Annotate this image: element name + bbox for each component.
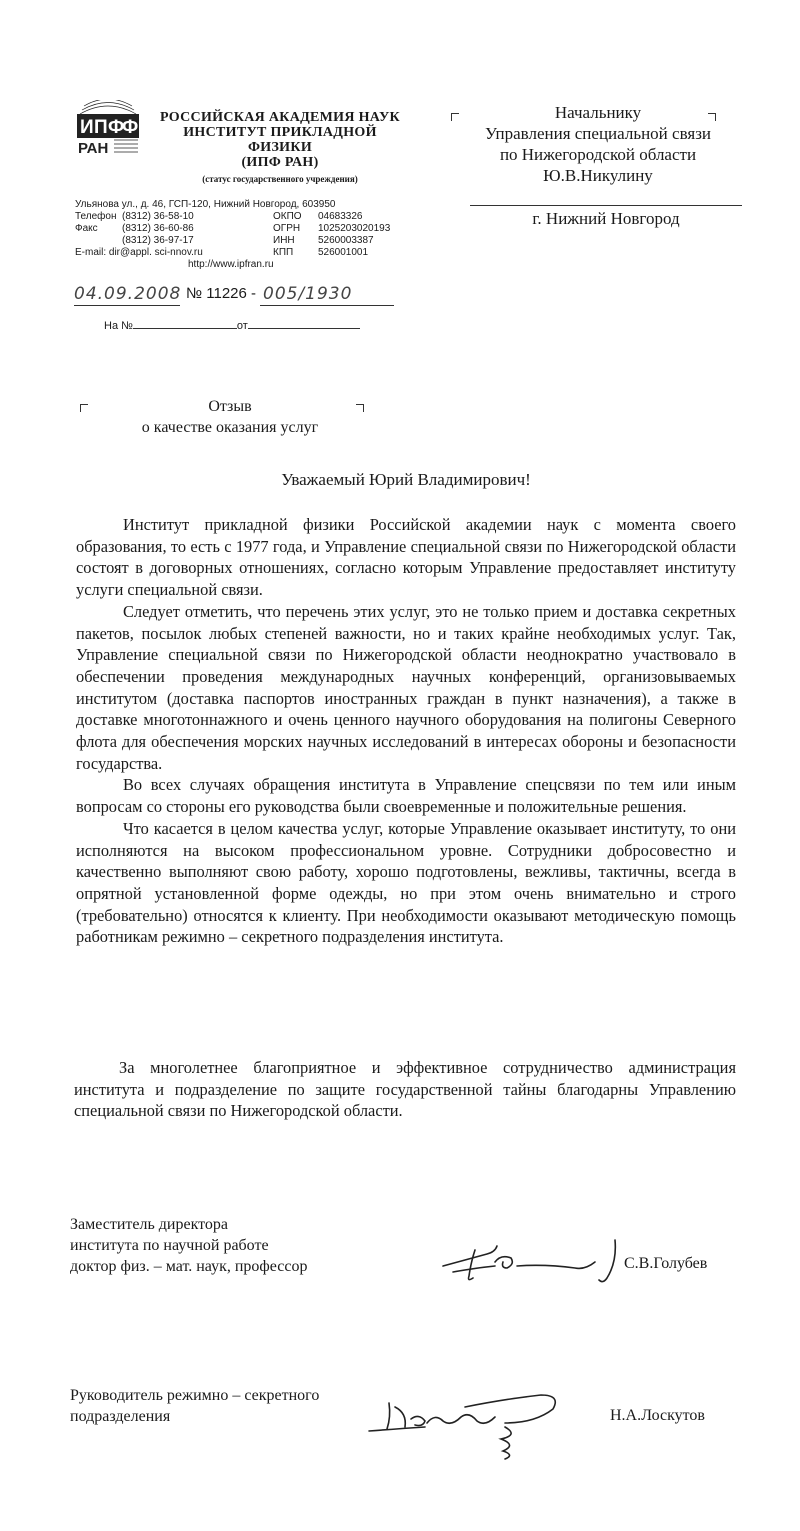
- inn-value: 5260003387: [318, 235, 374, 246]
- signatory1-title-line1: Заместитель директора: [70, 1216, 229, 1233]
- ogrn-label: ОГРН: [273, 223, 301, 234]
- ipf-ran-logo: [76, 100, 140, 156]
- outgoing-number-prefix: № 11226 -: [186, 285, 257, 302]
- svg-text:И: И: [80, 117, 94, 138]
- org-name-line2: ИНСТИТУТ ПРИКЛАДНОЙ ФИЗИКИ: [183, 125, 377, 155]
- subject-description: о качестве оказания услуг: [141, 419, 319, 436]
- reference-line: [104, 320, 384, 332]
- body-paragraph: Институт прикладной физики Российской академии наук с момента своего образования, то есть с 1977 года, и Управление специальной связи по Нижегородской области состоят в договорных отношениях, согласно которым Управление предоставляет институту услуги специальной связи.: [76, 515, 736, 600]
- subject-block: [100, 396, 360, 438]
- org-abbreviation: (ИПФ РАН): [241, 155, 319, 170]
- signatory1-title-line3: доктор физ. – мат. наук, профессор: [70, 1258, 308, 1275]
- svg-text:Ф: Ф: [108, 117, 125, 138]
- fax-number-1: (8312) 36-60-86: [122, 223, 194, 234]
- okpo-label: ОКПО: [273, 211, 302, 222]
- addressee-block: [455, 102, 741, 186]
- addressee-name: Ю.В.Никулину: [543, 166, 653, 185]
- outgoing-number-handwritten: 005/1930: [263, 284, 353, 304]
- email-address: E-mail: dir@appl. sci-nnov.ru: [75, 247, 203, 258]
- phone-number: (8312) 36-58-10: [122, 211, 194, 222]
- addressee-city: г. Нижний Новгород: [532, 209, 680, 228]
- inn-label: ИНН: [273, 235, 295, 246]
- phone-label: Телефон: [75, 211, 117, 222]
- org-status: (статус государственного учреждения): [202, 174, 358, 184]
- reference-from-label: от: [236, 320, 248, 332]
- outgoing-number: [74, 284, 404, 306]
- addressee-line3: по Нижегородской области: [499, 145, 697, 164]
- body-paragraph: Во всех случаях обращения института в Управление спецсвязи по тем или иным вопросам со стороны его руководства были своевременные и положительные решения.: [76, 775, 736, 817]
- date-underline: [74, 305, 180, 306]
- addressee-divider: [470, 205, 742, 206]
- signature-golubev: [435, 1232, 630, 1288]
- kpp-value: 526001001: [318, 247, 369, 258]
- closing-paragraph: За многолетнее благоприятное и эффективное сотрудничество администрация института и подразделение по защите государственной тайны благодарны Управлению специальной связи по Нижегородской области.: [74, 1058, 736, 1121]
- body-paragraph: Что касается в целом качества услуг, которые Управление оказывает институту, то они исполняются на высоком профессиональном уровне. Сотрудники добросовестно и качественно выполняют свою работу, хорошо подготовлены, вежливы, тактичны, всегда в опрятной установленной форме одежды, но при этом очень внимательно и строго (требовательно) относятся к клиенту. При необходимости оказывают методическую помощь работникам режимно – секретного подразделения института.: [76, 818, 736, 947]
- contact-block: [75, 199, 405, 271]
- subject-title: Отзыв: [208, 398, 252, 415]
- signatory2-title-line2: подразделения: [70, 1408, 171, 1425]
- reference-no-blank: [133, 328, 237, 329]
- organization-name: [150, 110, 410, 187]
- address-line: Ульянова ул., д. 46, ГСП-120, Нижний Новгород, 603950: [75, 199, 336, 210]
- number-underline: [260, 305, 394, 306]
- fax-label: Факс: [75, 223, 98, 234]
- letter-body: [76, 514, 736, 948]
- okpo-value: 04683326: [318, 211, 363, 222]
- body-paragraph: Следует отметить, что перечень этих услуг, это не только прием и доставка секретных пакетов, посылок любых степеней важности, но и таких крайне необходимых услуг. Так, Управление специальной связи по Нижегородской области неоднократно участвовало в обеспечении проведения международных научных конференций, организовываемых институтом (доставка паспортов иностранных граждан в пункт назначения), а также в доставке многотоннажного и очень ценного научного оборудования на полигоны Северного флота для обеспечения морских научных исследований в интересах обороны и безопасности государства.: [76, 601, 736, 773]
- signatory2-title: [70, 1385, 390, 1427]
- signature-loskutov: [365, 1383, 575, 1463]
- ogrn-value: 1025203020193: [318, 223, 391, 234]
- kpp-label: КПП: [273, 247, 294, 258]
- svg-text:П: П: [94, 117, 108, 138]
- signatory1-title: [70, 1214, 390, 1277]
- addressee-line1: Начальнику: [554, 103, 642, 122]
- addressee-line2: Управления специальной связи: [484, 124, 712, 143]
- outgoing-date: 04.09.2008: [74, 284, 182, 304]
- signatory1-name: С.В.Голубев: [624, 1255, 708, 1272]
- org-name-line1: РОССИЙСКАЯ АКАДЕМИЯ НАУК: [160, 110, 400, 125]
- fax-number-2: (8312) 36-97-17: [122, 235, 194, 246]
- reference-date-blank: [248, 328, 360, 329]
- svg-text:Ф: Ф: [122, 117, 139, 138]
- greeting: Уважаемый Юрий Владимирович!: [281, 470, 531, 489]
- svg-text:РАН: РАН: [78, 140, 109, 156]
- reference-no-label: На №: [104, 320, 133, 332]
- signatory2-name: Н.А.Лоскутов: [610, 1407, 705, 1424]
- website-url: http://www.ipfran.ru: [188, 259, 274, 270]
- signatory1-title-line2: института по научной работе: [70, 1237, 269, 1254]
- subject-corner-left: [80, 404, 88, 412]
- signatory2-title-line1: Руководитель режимно – секретного: [70, 1387, 320, 1404]
